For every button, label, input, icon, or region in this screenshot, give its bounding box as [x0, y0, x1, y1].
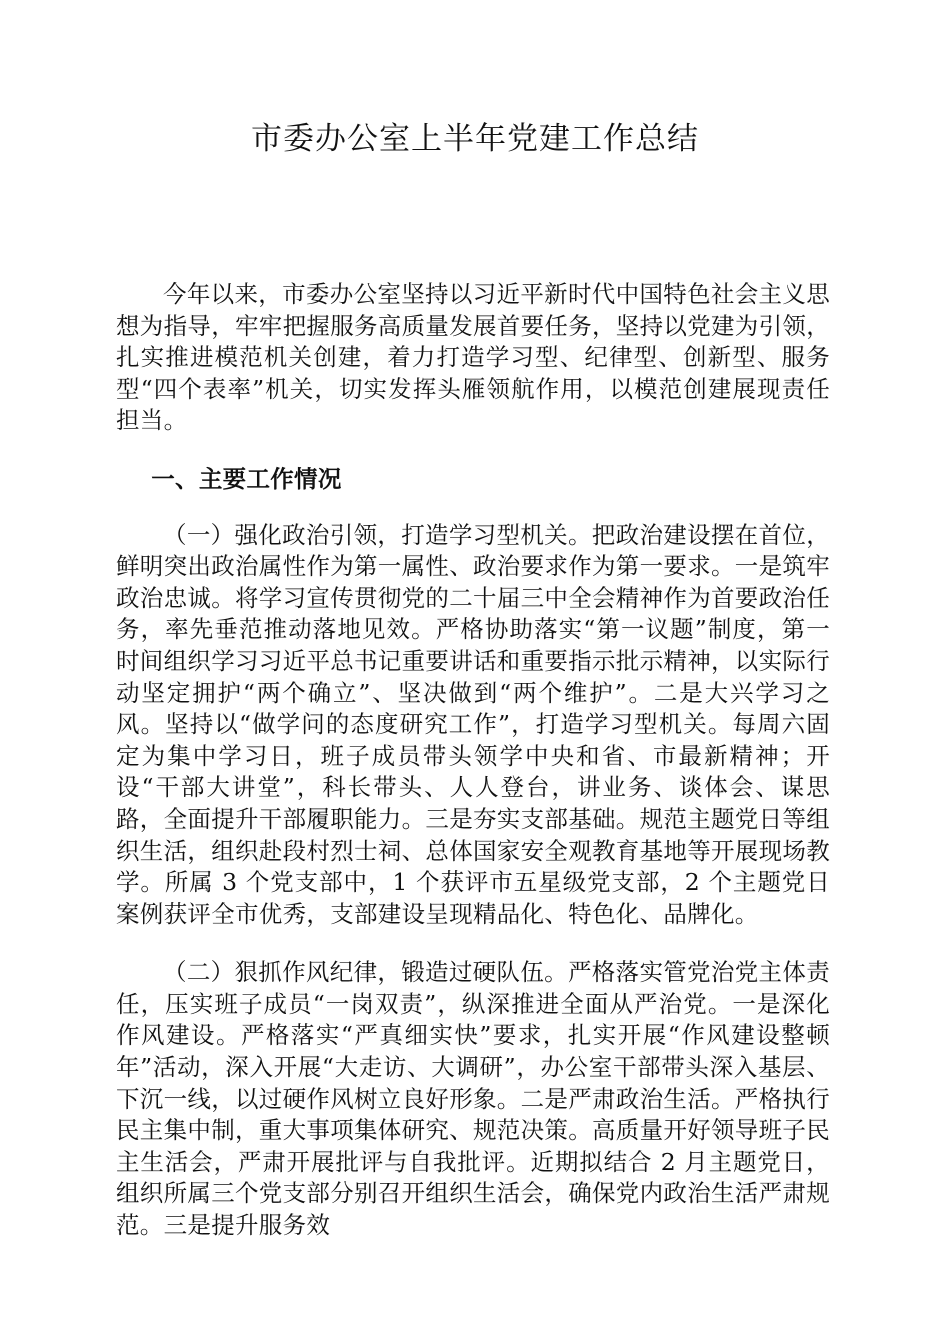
- intro-paragraph: 今年以来，市委办公室坚持以习近平新时代中国特色社会主义思想为指导，牢牢把握服务高质量发展首要任务，坚持以党建为引领，扎实推进模范机关创建，着力打造学习型、纪律型、创新型、服务型“四个表率”机关，切实发挥头雁领航作用，以模范创建展现责任担当。: [116, 280, 830, 435]
- paragraph-political-leadership: （一）强化政治引领，打造学习型机关。把政治建设摆在首位，鲜明突出政治属性作为第一属性、政治要求作为第一要求。一是筑牢政治忠诚。将学习宣传贯彻党的二十届三中全会精神作为首要政治任务，率先垂范推动落地见效。严格协助落实“第一议题”制度，第一时间组织学习习近平总书记重要讲话和重要指示批示精神，以实际行动坚定拥护“两个确立”、坚决做到“两个维护”。二是大兴学习之风。坚持以“做学问的态度研究工作”，打造学习型机关。每周六固定为集中学习日，班子成员带头领学中央和省、市最新精神；开设“干部大讲堂”，科长带头、人人登台，讲业务、谈体会、谋思路，全面提升干部履职能力。三是夯实支部基础。规范主题党日等组织生活，组织赴段村烈士祠、总体国家安全观教育基地等开展现场教学。所属 3 个党支部中，1 个获评市五星级党支部，2 个主题党日案例获评全市优秀，支部建设呈现精品化、特色化、品牌化。: [116, 520, 830, 928]
- section-heading-main-work: 一、主要工作情况: [151, 464, 342, 493]
- document-title: 市委办公室上半年党建工作总结: [251, 121, 699, 157]
- document-body: [116, 279, 830, 1242]
- paragraph-work-style-discipline: （二）狠抓作风纪律，锻造过硬队伍。严格落实管党治党主体责任，压实班子成员“一岗双责”，纵深推进全面从严治党。一是深化作风建设。严格落实“严真细实快”要求，扎实开展“作风建设整顿年”活动，深入开展“大走访、大调研”，办公室干部带头深入基层、下沉一线，以过硬作风树立良好形象。二是严肃政治生活。严格执行民主集中制，重大事项集体研究、规范决策。高质量开好领导班子民主生活会，严肃开展批评与自我批评。近期拟结合 2 月主题党日，组织所属三个党支部分别召开组织生活会，确保党内政治生活严肃规范。三是提升服务效: [116, 958, 830, 1240]
